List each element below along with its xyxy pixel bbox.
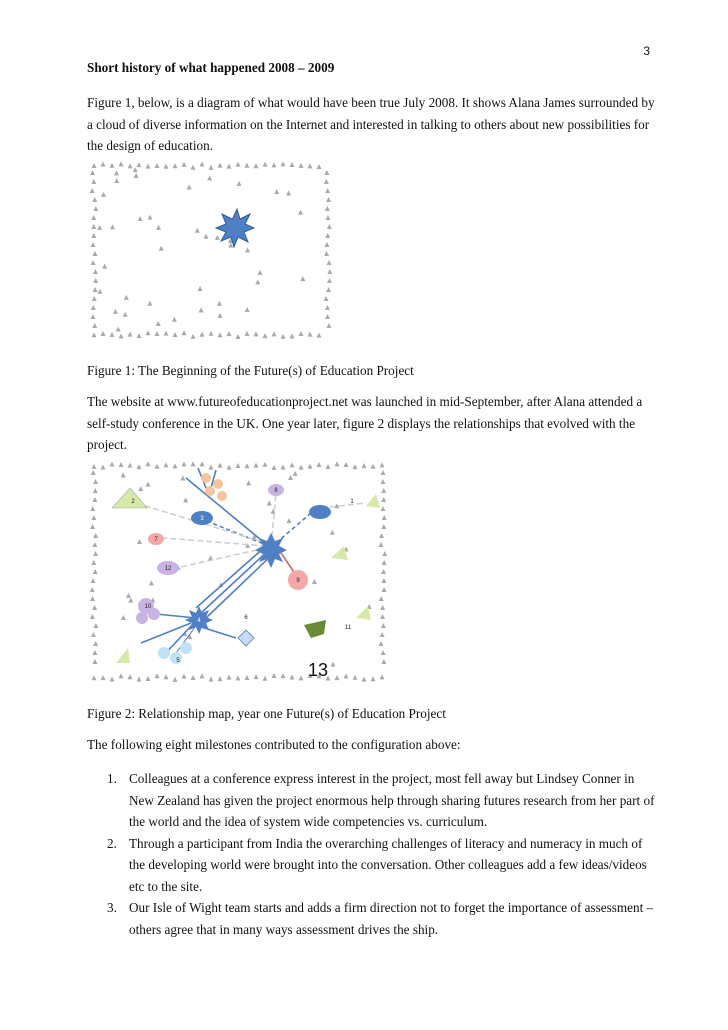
marker-icon <box>327 224 332 229</box>
marker-icon <box>101 675 106 680</box>
marker-icon <box>92 163 97 168</box>
node-label-13: 13 <box>307 660 329 680</box>
marker-icon <box>281 673 286 678</box>
marker-icon <box>236 463 241 468</box>
node-label-3: 3 <box>200 516 204 522</box>
marker-icon <box>290 675 295 680</box>
marker-icon <box>381 650 386 655</box>
marker-icon <box>126 593 131 598</box>
marker-icon <box>324 179 329 184</box>
marker-icon <box>91 632 96 637</box>
marker-icon <box>92 197 97 202</box>
marker-icon <box>191 675 196 680</box>
marker-icon <box>254 163 259 168</box>
marker-icon <box>92 332 97 337</box>
marker-icon <box>324 242 329 247</box>
marker-icon <box>200 332 205 337</box>
marker-icon <box>182 162 187 167</box>
marker-icon <box>308 163 313 168</box>
marker-icon <box>272 673 277 678</box>
figure-1-caption: Figure 1: The Beginning of the Future(s) of Education Project <box>87 363 414 378</box>
marker-icon <box>92 497 97 502</box>
marker-icon <box>217 301 222 306</box>
marker-icon <box>380 462 385 467</box>
marker-icon <box>91 515 96 520</box>
marker-icon <box>146 164 151 169</box>
marker-icon <box>101 161 106 166</box>
marker-icon <box>300 276 305 281</box>
marker-icon <box>93 533 98 538</box>
marker-icon <box>362 677 367 682</box>
marker-icon <box>128 163 133 168</box>
marker-icon <box>137 333 142 338</box>
marker-icon <box>227 331 232 336</box>
marker-icon <box>263 162 268 167</box>
marker-icon <box>138 486 143 491</box>
marker-icon <box>281 464 286 469</box>
marker-icon <box>146 330 151 335</box>
marker-icon <box>147 301 152 306</box>
marker-icon <box>90 524 95 529</box>
marker-icon <box>379 542 384 547</box>
marker-icon <box>180 475 185 480</box>
figure-2-relationship-map <box>86 458 396 690</box>
marker-icon <box>293 471 298 476</box>
marker-icon <box>209 331 214 336</box>
marker-icon <box>110 163 115 168</box>
marker-icon <box>91 578 96 583</box>
marker-icon <box>324 296 329 301</box>
marker-icon <box>298 210 303 215</box>
marker-icon <box>272 162 277 167</box>
page-number: 3 <box>643 44 650 58</box>
marker-icon <box>101 465 106 470</box>
marker-icon <box>93 551 98 556</box>
marker-icon <box>93 623 98 628</box>
figure-2-caption: Figure 2: Relationship map, year one Future(s) of Education Project <box>87 706 446 721</box>
marker-icon <box>380 614 385 619</box>
marker-icon <box>149 580 154 585</box>
marker-icon <box>381 524 386 529</box>
marker-icon <box>286 518 291 523</box>
marker-icon <box>209 165 214 170</box>
marker-icon <box>344 462 349 467</box>
marker-icon <box>308 464 313 469</box>
marker-icon <box>164 674 169 679</box>
marker-icon <box>330 530 335 535</box>
marker-icon <box>155 464 160 469</box>
marker-icon <box>146 482 151 487</box>
list-item: 1. Colleagues at a conference express interest in the project, most fell away but Lindsey Conner in New Zealand has given the project enormous help through sharing futures research from her part of the world and the idea of system wide competencies vs. curriculum. <box>107 771 655 829</box>
marker-icon <box>286 190 291 195</box>
marker-icon <box>382 587 387 592</box>
marker-icon <box>91 224 96 229</box>
marker-icon <box>198 286 203 291</box>
marker-icon <box>317 462 322 467</box>
marker-icon <box>317 164 322 169</box>
marker-icon <box>344 673 349 678</box>
marker-icon <box>325 188 330 193</box>
marker-icon <box>93 488 98 493</box>
marker-icon <box>382 551 387 556</box>
marker-icon <box>382 560 387 565</box>
marker-icon <box>172 317 177 322</box>
marker-icon <box>146 676 151 681</box>
marker-icon <box>90 506 95 511</box>
marker-icon <box>146 461 151 466</box>
marker-icon <box>191 461 196 466</box>
marker-icon <box>263 676 268 681</box>
marker-icon <box>93 479 98 484</box>
marker-icon <box>156 225 161 230</box>
marker-icon <box>90 587 95 592</box>
marker-icon <box>92 659 97 664</box>
marker-icon <box>218 313 223 318</box>
marker-icon <box>299 675 304 680</box>
marker-icon <box>299 465 304 470</box>
marker-icon <box>362 463 367 468</box>
list-item: 2. Through a participant from India the overarching challenges of literacy and numeracy in much of the developing world were brought into the conversation. Other colleagues add a few ideas/videos etc to the site. <box>107 835 647 894</box>
marker-icon <box>114 178 119 183</box>
marker-icon <box>327 269 332 274</box>
marker-icon <box>119 161 124 166</box>
marker-icon <box>137 162 142 167</box>
marker-icon <box>245 307 250 312</box>
marker-icon <box>90 614 95 619</box>
marker-icon <box>91 179 96 184</box>
marker-icon <box>381 488 386 493</box>
marker-icon <box>92 542 97 547</box>
marker-icon <box>381 578 386 583</box>
marker-icon <box>227 465 232 470</box>
marker-icon <box>299 163 304 168</box>
marker-icon <box>267 501 272 506</box>
marker-icon <box>173 163 178 168</box>
section-heading: Short history of what happened 2008 – 2009 <box>87 60 335 75</box>
marker-icon <box>218 332 223 337</box>
marker-icon <box>324 251 329 256</box>
marker-icon <box>236 162 241 167</box>
marker-icon <box>288 475 293 480</box>
marker-icon <box>207 175 212 180</box>
marker-icon <box>164 462 169 467</box>
marker-icon <box>90 170 95 175</box>
marker-icon <box>325 305 330 310</box>
marker-icon <box>128 463 133 468</box>
marker-icon <box>124 295 129 300</box>
marker-icon <box>164 331 169 336</box>
marker-icon <box>113 309 118 314</box>
marker-icon <box>116 326 121 331</box>
marker-icon <box>110 224 115 229</box>
paragraph-figure1-intro: Figure 1, below, is a diagram of what would have been true July 2008. It shows Alana James surrounded by a cloud of diverse information on the Internet and interested in talking to others about new possibilities for the design of education. <box>87 95 655 153</box>
marker-icon <box>209 677 214 682</box>
marker-icon <box>326 464 331 469</box>
marker-icon <box>381 623 386 628</box>
marker-icon <box>331 662 336 667</box>
marker-icon <box>353 675 358 680</box>
marker-icon <box>91 242 96 247</box>
marker-icon <box>327 260 332 265</box>
marker-icon <box>173 332 178 337</box>
marker-icon <box>148 215 153 220</box>
marker-icon <box>371 464 376 469</box>
marker-icon <box>92 287 97 292</box>
marker-icon <box>90 188 95 193</box>
alana-star-icon <box>216 209 254 247</box>
node-label-9: 9 <box>296 578 300 584</box>
marker-icon <box>380 506 385 511</box>
marker-icon <box>91 305 96 310</box>
marker-icon <box>245 543 250 548</box>
marker-icon <box>101 192 106 197</box>
marker-icon <box>290 162 295 167</box>
marker-icon <box>325 206 330 211</box>
marker-icon <box>133 167 138 172</box>
marker-icon <box>155 163 160 168</box>
figure-1-diagram <box>86 158 346 348</box>
node-label-6: 6 <box>244 615 248 621</box>
marker-icon <box>91 560 96 565</box>
marker-icon <box>246 480 251 485</box>
marker-icon <box>92 251 97 256</box>
marker-icon <box>121 473 126 478</box>
marker-icon <box>156 321 161 326</box>
marker-icon <box>317 333 322 338</box>
marker-icon <box>326 323 331 328</box>
marker-icon <box>227 675 232 680</box>
marker-icon <box>325 215 330 220</box>
marker-icon <box>236 675 241 680</box>
marker-icon <box>245 247 250 252</box>
marker-icon <box>380 605 385 610</box>
paragraph-figure2-intro: The website at www.futureofeducationproject.net was launched in mid-September, after Alana attended a self-study conference in the UK. One year later, figure 2 displays the relationships that evolved with the project. <box>87 394 643 452</box>
marker-icon <box>326 197 331 202</box>
marker-icon <box>182 461 187 466</box>
marker-icon <box>335 675 340 680</box>
list-item: 3. Our Isle of Wight team starts and adds a firm direction not to forget the importance of assessment – others agree that in many ways assessment drives the ship. <box>107 900 654 937</box>
marker-icon <box>200 673 205 678</box>
marker-icon <box>335 461 340 466</box>
marker-icon <box>327 278 332 283</box>
marker-icon <box>128 332 133 337</box>
marker-icon <box>381 569 386 574</box>
marker-icon <box>326 287 331 292</box>
marker-icon <box>263 462 268 467</box>
marker-icon <box>121 615 126 620</box>
marker-icon <box>191 165 196 170</box>
marker-icon <box>128 674 133 679</box>
marker-icon <box>200 461 205 466</box>
marker-icon <box>218 463 223 468</box>
marker-icon <box>254 463 259 468</box>
marker-icon <box>236 334 241 339</box>
marker-icon <box>245 163 250 168</box>
marker-icon <box>237 181 242 186</box>
marker-icon <box>281 334 286 339</box>
marker-icon <box>155 673 160 678</box>
marker-icon <box>90 314 95 319</box>
marker-icon <box>128 598 133 603</box>
marker-icon <box>353 464 358 469</box>
marker-icon <box>119 673 124 678</box>
marker-icon <box>299 331 304 336</box>
marker-icon <box>281 161 286 166</box>
marker-icon <box>92 675 97 680</box>
node-label-12: 12 <box>164 566 172 572</box>
marker-icon <box>290 462 295 467</box>
marker-icon <box>90 596 95 601</box>
node-label-1: 1 <box>350 499 354 505</box>
marker-icon <box>195 228 200 233</box>
node-label-2: 2 <box>131 499 135 505</box>
marker-icon <box>173 463 178 468</box>
marker-icon <box>91 470 96 475</box>
marker-icon <box>183 497 188 502</box>
marker-icon <box>380 674 385 679</box>
marker-icon <box>255 279 260 284</box>
marker-icon <box>182 330 187 335</box>
node-label-10: 10 <box>144 604 152 610</box>
marker-icon <box>381 470 386 475</box>
marker-icon <box>379 641 384 646</box>
marker-icon <box>382 515 387 520</box>
marker-icon <box>92 650 97 655</box>
marker-icon <box>97 225 102 230</box>
node-label-5: 5 <box>176 658 180 664</box>
marker-icon <box>119 334 124 339</box>
marker-icon <box>134 173 139 178</box>
marker-icon <box>215 235 220 240</box>
marker-icon <box>182 674 187 679</box>
marker-icon <box>263 333 268 338</box>
marker-icon <box>187 185 192 190</box>
marker-icon <box>290 334 295 339</box>
marker-icon <box>101 331 106 336</box>
marker-icon <box>137 539 142 544</box>
marker-icon <box>218 676 223 681</box>
node-label-7: 7 <box>154 537 158 543</box>
marker-icon <box>245 463 250 468</box>
marker-icon <box>91 260 96 265</box>
marker-icon <box>137 464 142 469</box>
node-label-8: 8 <box>274 488 278 494</box>
marker-icon <box>308 332 313 337</box>
marker-icon <box>254 674 259 679</box>
marker-icon <box>204 234 209 239</box>
marker-icon <box>159 246 164 251</box>
marker-icon <box>272 465 277 470</box>
marker-icon <box>245 331 250 336</box>
marker-icon <box>245 675 250 680</box>
marker-icon <box>93 278 98 283</box>
marker-icon <box>91 215 96 220</box>
marker-icon <box>119 462 124 467</box>
marker-icon <box>381 497 386 502</box>
marker-icon <box>173 677 178 682</box>
marker-icon <box>110 461 115 466</box>
marker-icon <box>325 314 330 319</box>
milestones-list <box>87 768 657 940</box>
marker-icon <box>272 331 277 336</box>
marker-icon <box>93 206 98 211</box>
marker-icon <box>114 170 119 175</box>
marker-icon <box>218 163 223 168</box>
marker-icon <box>92 605 97 610</box>
marker-icon <box>92 323 97 328</box>
paragraph-milestones-intro: The following eight milestones contributed to the configuration above: <box>87 737 461 752</box>
marker-icon <box>93 569 98 574</box>
marker-icon <box>137 676 142 681</box>
marker-icon <box>191 334 196 339</box>
marker-icon <box>258 270 263 275</box>
marker-icon <box>92 464 97 469</box>
marker-icon <box>91 233 96 238</box>
marker-icon <box>381 659 386 664</box>
marker-icon <box>110 332 115 337</box>
marker-icon <box>209 465 214 470</box>
marker-icon <box>227 164 232 169</box>
marker-icon <box>274 189 279 194</box>
marker-icon <box>123 312 128 317</box>
marker-icon <box>102 264 107 269</box>
marker-icon <box>325 233 330 238</box>
marker-icon <box>200 161 205 166</box>
marker-icon <box>110 677 115 682</box>
marker-icon <box>380 632 385 637</box>
marker-icon <box>380 479 385 484</box>
marker-icon <box>92 296 97 301</box>
marker-icon <box>379 596 384 601</box>
marker-icon <box>93 269 98 274</box>
node-label-4: 4 <box>197 618 201 624</box>
node-label-11: 11 <box>344 625 352 631</box>
marker-icon <box>93 641 98 646</box>
marker-icon <box>199 307 204 312</box>
marker-icon <box>379 533 384 538</box>
marker-icon <box>155 331 160 336</box>
marker-icon <box>312 579 317 584</box>
marker-icon <box>324 170 329 175</box>
marker-icon <box>164 164 169 169</box>
marker-icon <box>371 676 376 681</box>
marker-icon <box>254 331 259 336</box>
marker-icon <box>97 289 102 294</box>
marker-icon <box>138 216 143 221</box>
